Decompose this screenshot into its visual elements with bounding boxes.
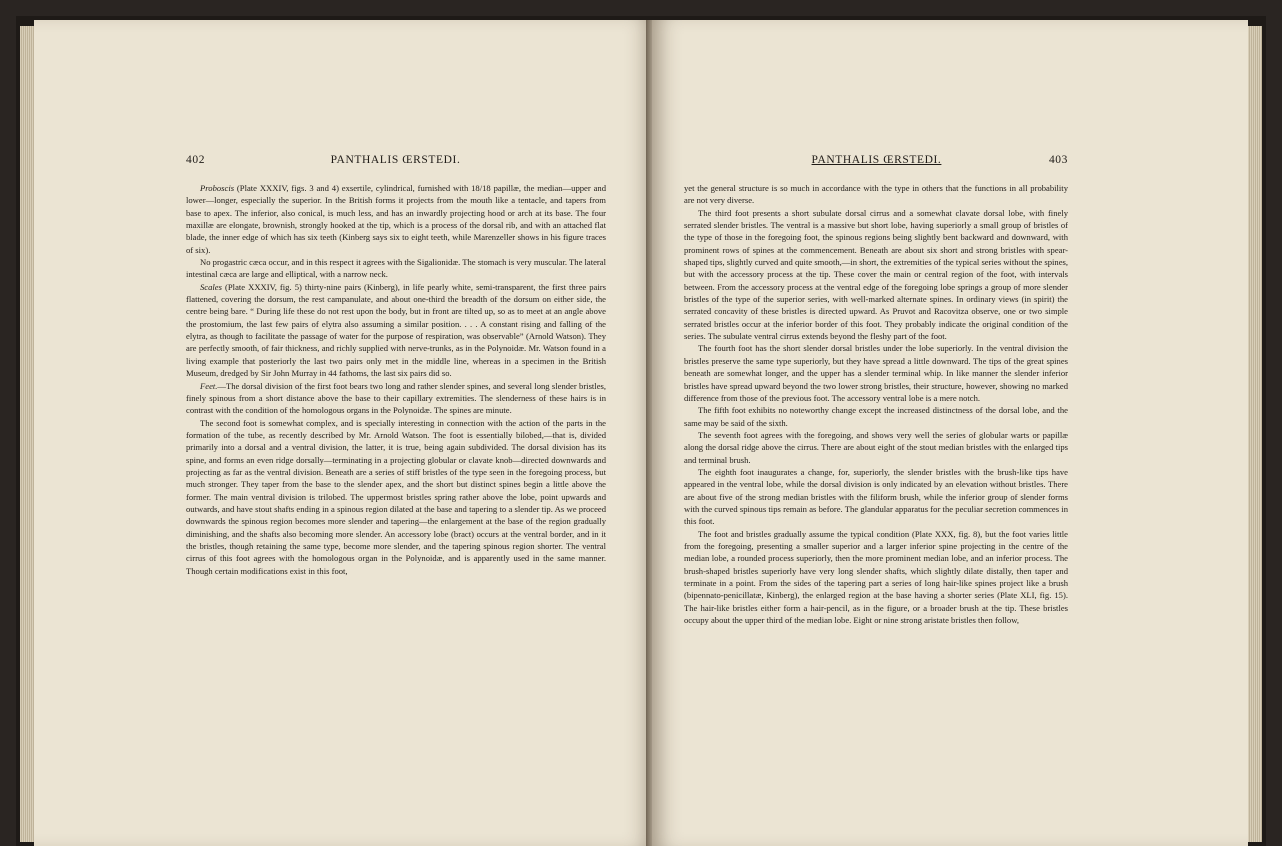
paragraph bbox=[186, 182, 606, 256]
paragraph bbox=[684, 182, 1068, 207]
paragraph bbox=[186, 281, 606, 380]
left-page-number: 402 bbox=[186, 154, 206, 166]
paragraph bbox=[684, 429, 1068, 466]
page-edges-right bbox=[1248, 26, 1262, 842]
left-running-title: PANTHALIS ŒRSTEDI. bbox=[330, 154, 461, 166]
paragraph bbox=[684, 466, 1068, 528]
paragraph bbox=[684, 404, 1068, 429]
paragraph-text: The third foot presents a short subulate dorsal cirrus and a somewhat clavate dorsal lobe, with finely serrated slender bristles. The ventral is a massive but short lobe, having superiorly a small group of bristles of the type of those in the foregoing foot, the spinous regions being slightly bent backward and downward, with prominent rows of spines at the commencement. Beneath are about six short and strong bristles with spear-shaped tips, slightly curved and quite smooth,—in short, the extremities of the typical series without the spines, but with the accessory process at the tip. These cover the main or central region of the foot, with intervals between. From the accessory process at the ventral edge of the foregoing lobe springs a group of more slender bristles of the type of the superior series, with well-marked alternate spines. In ordinary views (in spirit) the serrated concavity of these bristles is directed upward. As Pruvot and Racovitza observe, one or two simple serrated bristles occur at the inferior border of this foot. They probably indicate the original condition of the series. The subulate ventral cirrus extends beyond the fleshy part of the foot. bbox=[684, 207, 1068, 342]
left-page bbox=[34, 20, 654, 846]
paragraph bbox=[186, 256, 606, 281]
left-body-text bbox=[186, 182, 606, 577]
page-edges-left bbox=[20, 26, 34, 842]
paragraph-text: The foot and bristles gradually assume the typical condition (Plate XXX, fig. 8), but the foot varies little from the foregoing, presenting a smaller superior and a larger inferior spine projecting in the centre of the median lobe, a rounded process superiorly, then the more prominent median lobe, and an inferior process. The brush-shaped bristles superiorly have very long slender shafts, which slightly dilate distally, then taper and terminate in a point. From the sides of the tapering part a series of long hair-like spines project like a brush (bipennato-penicillatæ, Kinberg), the enlarged region at the base having a shorter series (Plate XLI, fig. 15). The hair-like bristles either form a hair-pencil, as in the figure, or a broader brush at the tip. These bristles occupy about the upper third of the median lobe. Eight or nine strong aristate bristles then follow, bbox=[684, 528, 1068, 626]
paragraph-lead: Feet. bbox=[200, 380, 218, 391]
left-running-head bbox=[186, 154, 606, 166]
right-running-title: PANTHALIS ŒRSTEDI. bbox=[811, 154, 942, 166]
paragraph-text: The fifth foot exhibits no noteworthy change except the increased distinctness of the dorsal lobe, and the same may be said of the sixth. bbox=[684, 405, 1068, 428]
right-running-head bbox=[684, 154, 1068, 166]
paragraph bbox=[684, 207, 1068, 343]
paragraph-text: The fourth foot has the short slender dorsal bristles under the lobe superiorly. In the ventral division the bristles preserve the same type superiorly, but they have spread a little downward. The tips of the great spines beneath are somewhat longer, and the upper has a slender terminal whip. In like manner the slender inferior bristles have spread upward beyond the two lower strong bristles, their structure, however, showing no marked difference from those of the previous foot. The accessory ventral lobe is a mere notch. bbox=[684, 343, 1068, 403]
paragraph bbox=[186, 417, 606, 577]
open-book bbox=[16, 16, 1266, 846]
paragraph-text: The seventh foot agrees with the foregoing, and shows very well the series of globular warts or papillæ along the dorsal ridge above the cirrus. There are about eight of the stout median bristles with the enlarged tips and terminal brush. bbox=[684, 429, 1068, 465]
paragraph-text: No progastric cæca occur, and in this respect it agrees with the Sigalionidæ. The stomach is very muscular. The lateral intestinal cæca are large and elliptical, with a narrow neck. bbox=[186, 257, 606, 280]
paragraph-lead: Proboscis bbox=[200, 183, 235, 193]
paragraph-text: yet the general structure is so much in accordance with the type in others that the functions in all probability are not very diverse. bbox=[684, 183, 1068, 206]
paragraph bbox=[684, 342, 1068, 404]
paragraph-text: (Plate XXXIV, fig. 5) thirty-nine pairs (Kinberg), in life pearly white, semi-transparent, the first three pairs flattened, covering the dorsum, the rest campanulate, and about one-third the breadth of the dorsum on either side, the centre being bare. “ During life these do not rest upon the body, but in front are tilted up, so as to meet at an angle above the prostomium, the last few pairs of elytra also assuming a similar position. . . . A constant rising and falling of the elytra, as though to facilitate the passage of water for the purpose of respiration, was observable” (Arnold Watson). They are perfectly smooth, of fair thickness, and richly supplied with nerve-trunks, as in the Polynoidæ. Mr. Watson found in a living example that posteriorly the last two pairs only met in the middle line, whereas in a specimen in the British Museum, dredged by Sir John Murray in 44 fathoms, the last six pairs did so. bbox=[186, 281, 606, 379]
right-body-text bbox=[684, 182, 1068, 626]
paragraph-text: —The dorsal division of the first foot bears two long and rather slender spines, and several long slender bristles, finely spinous from a short distance above the base to their capillary extremities. The slenderness of these hairs is in contrast with the condition of the homologous organs in the Polynoidæ. The spines are minute. bbox=[186, 380, 606, 416]
paragraph-lead: Scales bbox=[200, 281, 222, 292]
paragraph-text: The eighth foot inaugurates a change, for, superiorly, the slender bristles with the brush-like tips have appeared in the ventral lobe, while the dorsal division is only indicated by an elevation without bristles. There are about five of the strong median bristles with the filiform brush, while the inferior group of slender forms with the curved spinous tips remain as before. The glandular apparatus for the peculiar secretion commences in this foot. bbox=[684, 466, 1068, 527]
right-page bbox=[652, 20, 1248, 846]
paragraph bbox=[684, 528, 1068, 627]
paragraph bbox=[186, 380, 606, 417]
paragraph-text: (Plate XXXIV, figs. 3 and 4) exsertile, cylindrical, furnished with 18/18 papillæ, the median—upper and lower—longer, especially the superior. In the British forms it projects from the mouth like a tentacle, and tapers from base to apex. The inferior, also conical, is much less, and has an inwardly projecting hood or arch at its base. The four maxillæ are elongate, brownish, strongly hooked at the tip, which is a process of the dorsal rib, and with an attached flat blade, the inner edge of which has six teeth (Kinberg says six to eight teeth, while Marenzeller shows in his figure traces of six). bbox=[186, 183, 606, 255]
paragraph-text: The second foot is somewhat complex, and is specially interesting in connection with the action of the parts in the formation of the tube, as recently described by Mr. Arnold Watson. The foot is essentially bilobed,—that is, divided primarily into a dorsal and a ventral division, the latter, it is true, being again subdivided. The dorsal division has its spine, and forms an even ridge dorsally—terminating in a projecting globular or clavate knob—directed downwards and projecting as far as the ventral division. Beneath are a series of stiff bristles of the type seen in the foregoing process, but much stronger. They taper from the base to the slender apex, and the short but distinct spines begin a little above the former. The main ventral division is trilobed. The uppermost bristles spring rather above the lobe, point upwards and outwards, and have stout shafts ending in a spinous region dilated at the base and tapering to a slender tip. As we proceed downwards the spinous region becomes more slender and tapering—the enlargement at the base of the region gradually diminishing, and the shafts also becoming more slender. An accessory lobe (bract) occurs at the ventral border, and in it the bristles, though retaining the same type, become more slender, and the tapering spinous region shorter. The ventral cirrus of this foot agrees with the homologous organ in the Polynoidæ, and is apparently used in the same manner. Though certain modifications exist in this foot, bbox=[186, 417, 606, 576]
right-page-number: 403 bbox=[1048, 154, 1068, 166]
